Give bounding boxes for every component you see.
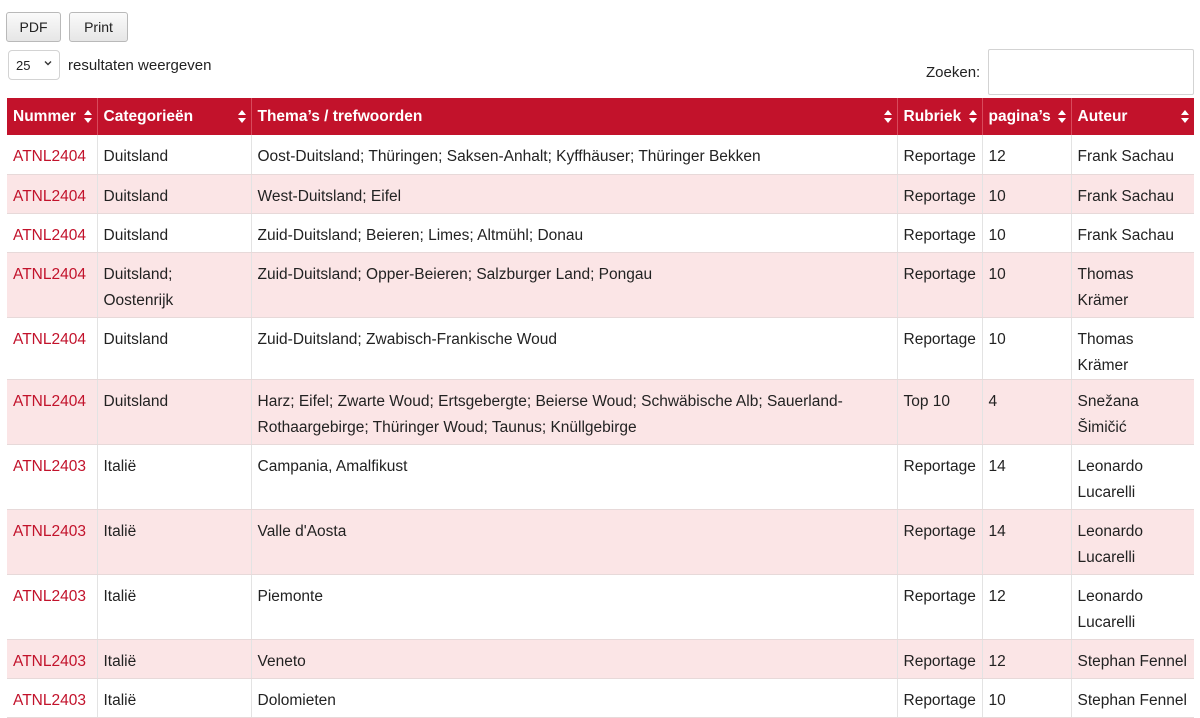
issue-link[interactable]: ATNL2404 [13, 187, 86, 205]
cell-rubriek: Reportage [897, 444, 982, 509]
column-header-categorieen[interactable]: Categorieën [97, 98, 251, 135]
cell-nummer [7, 678, 97, 717]
table-row [7, 252, 1194, 317]
cell-thema: Valle d'Aosta [251, 509, 897, 574]
pdf-button[interactable]: PDF [6, 12, 61, 42]
cell-auteur: Thomas Krämer [1071, 317, 1194, 379]
cell-thema: Oost-Duitsland; Thüringen; Saksen-Anhalt; Kyffhäuser; Thüringer Bekken [251, 135, 897, 174]
cell-nummer [7, 639, 97, 678]
cell-paginas: 10 [982, 252, 1071, 317]
table-row [7, 174, 1194, 213]
cell-paginas: 10 [982, 213, 1071, 252]
cell-categorie: Duitsland [97, 317, 251, 379]
table-row [7, 509, 1194, 574]
issue-link[interactable]: ATNL2403 [13, 522, 86, 540]
table-row [7, 135, 1194, 174]
cell-categorie: Duitsland [97, 174, 251, 213]
cell-thema: Harz; Eifel; Zwarte Woud; Ertsgebergte; Beierse Woud; Schwäbische Alb; Sauerland-Rothaargebirge; Thüringer Woud; Taunus; Knüllgebirge [251, 379, 897, 444]
table-row [7, 678, 1194, 717]
cell-nummer [7, 213, 97, 252]
cell-thema: Veneto [251, 639, 897, 678]
column-header-auteur[interactable]: Auteur [1071, 98, 1194, 135]
cell-auteur: Leonardo Lucarelli [1071, 509, 1194, 574]
issue-link[interactable]: ATNL2404 [13, 226, 86, 244]
cell-auteur: Stephan Fennel [1071, 639, 1194, 678]
cell-rubriek: Reportage [897, 639, 982, 678]
cell-rubriek: Reportage [897, 678, 982, 717]
cell-rubriek: Reportage [897, 252, 982, 317]
cell-categorie: Duitsland [97, 379, 251, 444]
cell-thema: Dolomieten [251, 678, 897, 717]
sort-icon [84, 110, 92, 123]
cell-nummer [7, 135, 97, 174]
cell-rubriek: Reportage [897, 213, 982, 252]
sort-icon [1181, 110, 1189, 123]
table-row [7, 574, 1194, 639]
cell-paginas: 14 [982, 444, 1071, 509]
results-table [7, 98, 1194, 718]
cell-thema: Campania, Amalfikust [251, 444, 897, 509]
sort-icon [884, 110, 892, 123]
cell-rubriek: Reportage [897, 574, 982, 639]
cell-rubriek: Top 10 [897, 379, 982, 444]
column-header-rubriek[interactable]: Rubriek [897, 98, 982, 135]
issue-link[interactable]: ATNL2404 [13, 392, 86, 410]
cell-paginas: 12 [982, 135, 1071, 174]
cell-thema: Zuid-Duitsland; Opper-Beieren; Salzburger Land; Pongau [251, 252, 897, 317]
cell-paginas: 12 [982, 639, 1071, 678]
cell-nummer [7, 574, 97, 639]
cell-auteur: Thomas Krämer [1071, 252, 1194, 317]
issue-link[interactable]: ATNL2403 [13, 457, 86, 475]
cell-thema: Piemonte [251, 574, 897, 639]
cell-nummer [7, 444, 97, 509]
cell-nummer [7, 252, 97, 317]
table-header-row [7, 98, 1194, 135]
cell-nummer [7, 509, 97, 574]
results-per-page-select[interactable] [8, 50, 60, 80]
cell-nummer [7, 379, 97, 444]
sort-icon [238, 110, 246, 123]
cell-nummer [7, 317, 97, 379]
cell-categorie: Italië [97, 509, 251, 574]
issue-link[interactable]: ATNL2404 [13, 148, 86, 165]
print-button[interactable]: Print [69, 12, 128, 42]
cell-categorie: Duitsland [97, 135, 251, 174]
cell-paginas: 4 [982, 379, 1071, 444]
cell-nummer [7, 174, 97, 213]
cell-auteur: Snežana Šimičić [1071, 379, 1194, 444]
cell-rubriek: Reportage [897, 135, 982, 174]
cell-categorie: Duitsland; Oostenrijk [97, 252, 251, 317]
results-per-page-label: resultaten weergeven [68, 57, 212, 74]
cell-paginas: 12 [982, 574, 1071, 639]
column-header-themas[interactable]: Thema’s / trefwoorden [251, 98, 897, 135]
cell-auteur: Leonardo Lucarelli [1071, 444, 1194, 509]
search-label: Zoeken: [926, 64, 981, 81]
table-row [7, 379, 1194, 444]
cell-rubriek: Reportage [897, 509, 982, 574]
sort-icon [1058, 110, 1066, 123]
cell-categorie: Italië [97, 639, 251, 678]
cell-auteur: Frank Sachau [1071, 213, 1194, 252]
cell-paginas: 10 [982, 678, 1071, 717]
cell-categorie: Duitsland [97, 213, 251, 252]
issue-link[interactable]: ATNL2403 [13, 691, 86, 709]
column-header-paginas[interactable]: pagina’s [982, 98, 1071, 135]
cell-thema: Zuid-Duitsland; Beieren; Limes; Altmühl; Donau [251, 213, 897, 252]
issue-link[interactable]: ATNL2403 [13, 652, 86, 670]
cell-auteur: Leonardo Lucarelli [1071, 574, 1194, 639]
results-per-page-value: 25 [16, 57, 31, 73]
cell-auteur: Frank Sachau [1071, 174, 1194, 213]
issue-link[interactable]: ATNL2403 [13, 587, 86, 605]
cell-categorie: Italië [97, 444, 251, 509]
column-header-nummer[interactable]: Nummer [7, 98, 97, 135]
search-input[interactable] [988, 49, 1194, 95]
cell-paginas: 14 [982, 509, 1071, 574]
sort-icon [969, 110, 977, 123]
table-row [7, 639, 1194, 678]
cell-thema: West-Duitsland; Eifel [251, 174, 897, 213]
cell-paginas: 10 [982, 174, 1071, 213]
cell-categorie: Italië [97, 574, 251, 639]
chevron-down-icon [43, 58, 53, 68]
issue-link[interactable]: ATNL2404 [13, 265, 86, 283]
table-row [7, 213, 1194, 252]
cell-categorie: Italië [97, 678, 251, 717]
cell-rubriek: Reportage [897, 174, 982, 213]
cell-auteur: Stephan Fennel [1071, 678, 1194, 717]
issue-link[interactable]: ATNL2404 [13, 330, 86, 348]
table-row [7, 444, 1194, 509]
cell-auteur: Frank Sachau [1071, 135, 1194, 174]
cell-paginas: 10 [982, 317, 1071, 379]
table-row [7, 317, 1194, 379]
cell-rubriek: Reportage [897, 317, 982, 379]
cell-thema: Zuid-Duitsland; Zwabisch-Frankische Woud [251, 317, 897, 379]
